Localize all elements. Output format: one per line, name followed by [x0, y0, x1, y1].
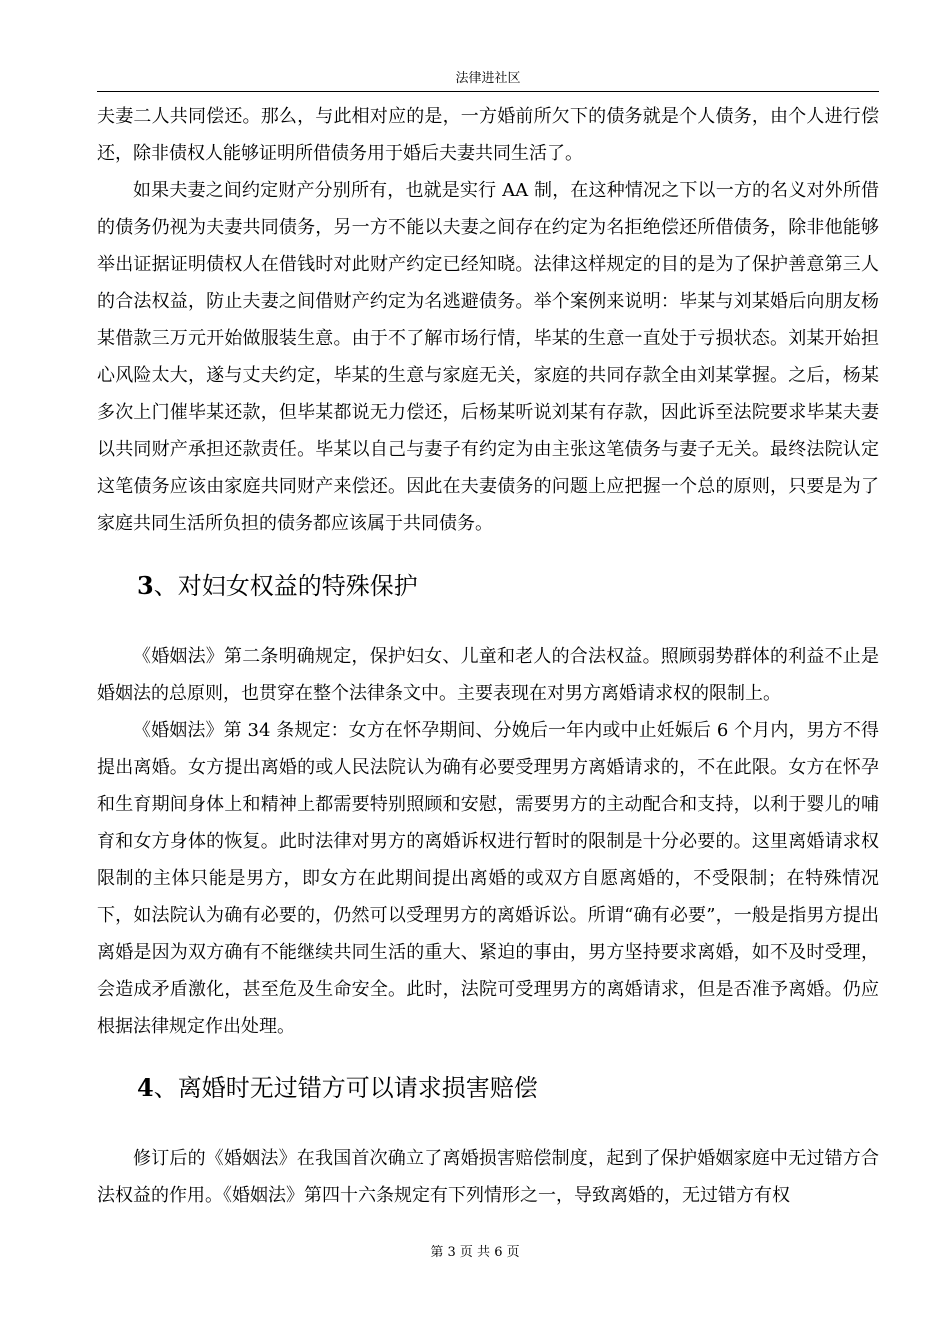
- heading-text: 、离婚时无过错方可以请求损害赔偿: [153, 1074, 538, 1102]
- body-section-b: [97, 638, 879, 1045]
- paragraph: 修订后的《婚姻法》在我国首次确立了离婚损害赔偿制度，起到了保护婚姻家庭中无过错方合法权益的作用。《婚姻法》第四十六条规定有下列情形之一，导致离婚的，无过错方有权: [97, 1148, 879, 1206]
- heading-number: 3: [137, 571, 154, 600]
- section-heading-4: [137, 1070, 538, 1106]
- section-heading-3: [137, 568, 418, 604]
- page-header: 法律进社区: [97, 69, 879, 92]
- paragraph: 《婚姻法》第 34 条规定：女方在怀孕期间、分娩后一年内或中止妊娠后 6 个月内，男方不得提出离婚。女方提出离婚的或人民法院认为确有必要受理男方离婚请求的，不在此限。女方在怀孕和生育期间身体上和精神上都需要特别照顾和安慰，需要男方的主动配合和支持，以利于婴儿的哺育和女方身体的恢复。此时法律对男方的离婚诉权进行暂时的限制是十分必要的。这里离婚请求权限制的主体只能是男方，即女方在此期间提出离婚的或双方自愿离婚的，不受限制；在特殊情况下，如法院认为确有必要的，仍然可以受理男方的离婚诉讼。所谓“确有必要”，一般是指男方提出离婚是因为双方确有不能继续共同生活的重大、紧迫的事由，男方坚持要求离婚，如不及时受理，会造成矛盾激化，甚至危及生命安全。此时，法院可受理男方的离婚请求，但是否准予离婚。仍应根据法律规定作出处理。: [97, 720, 879, 1037]
- heading-number: 4: [137, 1073, 154, 1102]
- paragraph: 夫妻二人共同偿还。那么，与此相对应的是，一方婚前所欠下的债务就是个人债务，由个人进行偿还，除非债权人能够证明所借债务用于婚后夫妻共同生活了。: [97, 106, 879, 164]
- page-footer: 第 3 页 共 6 页: [430, 1245, 520, 1260]
- body-section-c: [97, 1140, 879, 1214]
- paragraph: 如果夫妻之间约定财产分别所有，也就是实行 AA 制，在这种情况之下以一方的名义对外所借的债务仍视为夫妻共同债务，另一方不能以夫妻之间存在约定为名拒绝偿还所借债务，除非他能够举出证据证明债权人在借钱时对此财产约定已经知晓。法律这样规定的目的是为了保护善意第三人的合法权益，防止夫妻之间借财产约定为名逃避债务。举个案例来说明：毕某与刘某婚后向朋友杨某借款三万元开始做服装生意。由于不了解市场行情，毕某的生意一直处于亏损状态。刘某开始担心风险太大，遂与丈夫约定，毕某的生意与家庭无关，家庭的共同存款全由刘某掌握。之后，杨某多次上门催毕某还款，但毕某都说无力偿还，后杨某听说刘某有存款，因此诉至法院要求毕某夫妻以共同财产承担还款责任。毕某以自己与妻子有约定为由主张这笔债务与妻子无关。最终法院认定这笔债务应该由家庭共同财产来偿还。因此在夫妻债务的问题上应把握一个总的原则，只要是为了家庭共同生活所负担的债务都应该属于共同债务。: [97, 180, 879, 534]
- body-section-a: [97, 98, 879, 542]
- paragraph: 《婚姻法》第二条明确规定，保护妇女、儿童和老人的合法权益。照顾弱势群体的利益不止是婚姻法的总原则，也贯穿在整个法律条文中。主要表现在对男方离婚请求权的限制上。: [97, 646, 879, 704]
- heading-text: 、对妇女权益的特殊保护: [153, 572, 418, 600]
